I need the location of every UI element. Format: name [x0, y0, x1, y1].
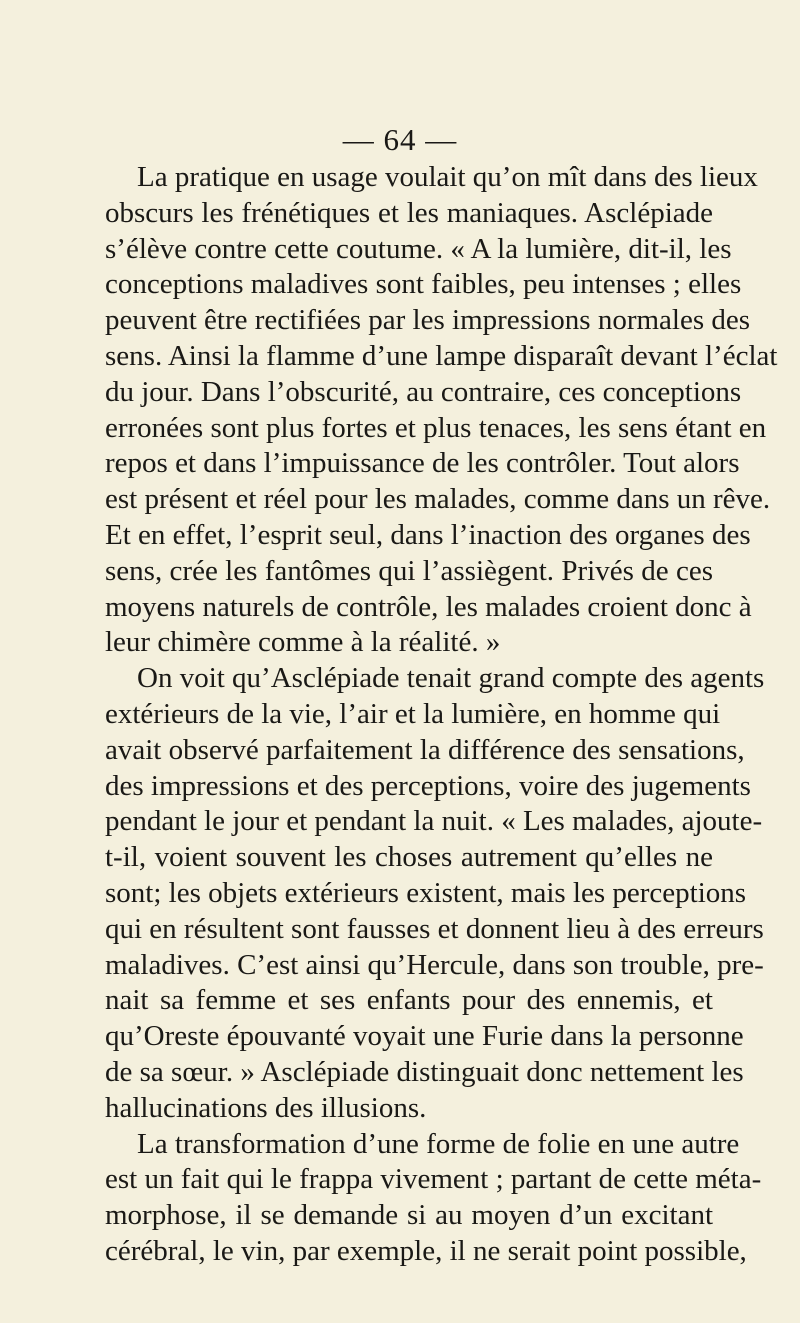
text-line: t-il, voient souvent les choses autrement qu’elles ne	[105, 841, 713, 874]
text-line: hallucinations des illusions.	[105, 1091, 427, 1124]
text-line: qui en résultent sont fausses et donnent lieu à des erreurs	[105, 912, 764, 945]
text-line: moyens naturels de contrôle, les malades croient donc à	[105, 590, 752, 623]
body-text	[105, 160, 778, 1270]
text-line: qu’Oreste épouvanté voyait une Furie dans la personne	[105, 1020, 744, 1053]
text-line: du jour. Dans l’obscurité, au contraire, ces conceptions	[105, 375, 742, 408]
text-line: s’élève contre cette coutume. « A la lumière, dit-il, les	[105, 232, 732, 265]
text-line: avait observé parfaitement la différence des sensations,	[105, 733, 745, 766]
text-line: nait sa femme et ses enfants pour des ennemis, et	[105, 984, 713, 1017]
text-line: On voit qu’Asclépiade tenait grand compte des agents	[137, 662, 765, 695]
text-line: obscurs les frénétiques et les maniaques. Asclépiade	[105, 196, 713, 229]
text-line: sens, crée les fantômes qui l’assiègent. Privés de ces	[105, 554, 713, 587]
page-number: — 64 —	[342, 122, 458, 157]
text-line: extérieurs de la vie, l’air et la lumière, en homme qui	[105, 697, 721, 730]
text-line: morphose, il se demande si au moyen d’un excitant	[105, 1199, 713, 1232]
text-line: La pratique en usage voulait qu’on mît dans des lieux	[137, 161, 758, 193]
text-line: repos et dans l’impuissance de les contrôler. Tout alors	[105, 447, 740, 480]
text-line: cérébral, le vin, par exemple, il ne serait point possible,	[105, 1234, 747, 1267]
text-line: Et en effet, l’esprit seul, dans l’inaction des organes des	[105, 518, 751, 551]
text-line: sens. Ainsi la flamme d’une lampe disparaît devant l’éclat	[105, 339, 778, 372]
text-line: sont; les objets extérieurs existent, mais les perceptions	[105, 876, 747, 909]
text-line: peuvent être rectifiées par les impressions normales des	[105, 304, 751, 337]
text-line: des impressions et des perceptions, voire des jugements	[105, 769, 751, 802]
text-line: est présent et réel pour les malades, comme dans un rêve.	[105, 483, 771, 516]
text-line: maladives. C’est ainsi qu’Hercule, dans son trouble, pre-	[105, 948, 764, 981]
text-line: conceptions maladives sont faibles, peu intenses ; elles	[105, 268, 742, 301]
text-line: de sa sœur. » Asclépiade distinguait donc nettement les	[105, 1055, 744, 1088]
text-line: leur chimère comme à la réalité. »	[105, 626, 501, 659]
text-line: erronées sont plus fortes et plus tenaces, les sens étant en	[105, 411, 767, 444]
text-line: La transformation d’une forme de folie en une autre	[137, 1127, 740, 1160]
text-line: pendant le jour et pendant la nuit. « Les malades, ajoute-	[105, 805, 763, 838]
text-line: est un fait qui le frappa vivement ; partant de cette méta-	[105, 1163, 762, 1196]
